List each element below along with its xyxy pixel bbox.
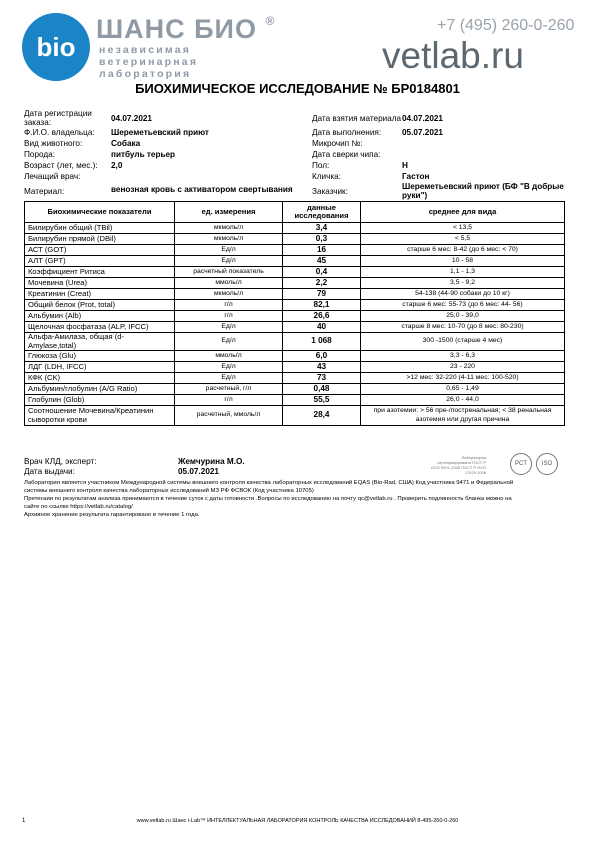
row-name: Альбумин (Alb) — [25, 311, 175, 322]
row-reference: < 13,5 — [361, 223, 565, 234]
registered-mark: ® — [265, 14, 276, 28]
species-value: Собака — [111, 139, 141, 148]
page-number: 1 — [22, 818, 26, 824]
row-name: АЛТ (GPT) — [25, 256, 175, 267]
row-reference: 1,1 - 1,3 — [361, 267, 565, 278]
row-unit: Ед/л — [175, 245, 283, 256]
sex-value: Н — [402, 161, 408, 170]
row-reference: при азотемии: > 56 пре-/постренальная; < 38 ренальная азотемия или другая причина — [361, 406, 565, 426]
header-name: Биохимические показатели — [25, 202, 175, 223]
note-line: Претензии по результатам анализа принимаются в течение суток с даты готовности .Вопросы по исследованию на почту qc@vetlab.ru . Проверить подлинность бланка можно на — [24, 496, 512, 502]
row-value: 73 — [283, 373, 361, 384]
row-unit: ммоль/л — [175, 278, 283, 289]
pct-badge-icon: PCT — [510, 453, 532, 475]
row-name: Коэффициент Ритиса — [25, 267, 175, 278]
row-reference: 0,65 - 1,49 — [361, 384, 565, 395]
note-line: системы внешнего контроля качества лабораторных исследований МЗ РФ ФСВОК (Код участника 10705) — [24, 488, 314, 494]
customer-value-1: Шереметьевский приют (БФ "В добрые — [402, 182, 564, 191]
row-unit: расчетный показатель — [175, 267, 283, 278]
issue-date-value: 05.07.2021 — [178, 467, 219, 476]
table-row — [25, 267, 565, 278]
row-value: 0,48 — [283, 384, 361, 395]
row-unit: мкмоль/л — [175, 223, 283, 234]
row-reference: 3,5 - 9,2 — [361, 278, 565, 289]
table-row — [25, 322, 565, 333]
row-reference: 26,0 - 44,0 — [361, 395, 565, 406]
table-row — [25, 362, 565, 373]
row-name: Билирубин общий (TBil) — [25, 223, 175, 234]
row-reference: 25,0 - 39,0 — [361, 311, 565, 322]
row-reference: 300 -1500 (старше 4 мес) — [361, 333, 565, 351]
chip-date-label: Дата сверки чипа: — [312, 150, 381, 159]
species-label: Вид животного: — [24, 139, 83, 148]
row-unit: г/л — [175, 311, 283, 322]
row-name: Креатинин (Creat) — [25, 289, 175, 300]
logo-text: bio — [36, 32, 76, 62]
reg-date-value: 04.07.2021 — [111, 114, 152, 123]
row-value: 0,3 — [283, 234, 361, 245]
row-unit: мкмоль/л — [175, 289, 283, 300]
row-reference: 10 - 58 — [361, 256, 565, 267]
row-name: Щелочная фосфатаза (ALP, IFCC) — [25, 322, 175, 333]
brand-sub-3: лаборатория — [99, 68, 192, 80]
note-line: сайте по ссылке https://vetlab.ru/catalog/ — [24, 504, 133, 510]
chip-label: Микрочип №: — [312, 139, 363, 148]
breed-label: Порода: — [24, 150, 55, 159]
row-reference: старше 6 мес: 8-42 (до 6 мес: < 70) — [361, 245, 565, 256]
row-unit: Ед/л — [175, 256, 283, 267]
row-unit: расчетный, ммоль/л — [175, 406, 283, 426]
brand-sub-1: независимая — [99, 44, 192, 56]
table-row — [25, 278, 565, 289]
row-name: КФК (CK) — [25, 373, 175, 384]
brand-name: ШАНС БИО ® — [96, 14, 276, 44]
certification-marks — [430, 452, 560, 476]
footer-text: www.vetlab.ru Шанс i-Lab™ ИНТЕЛЛЕКТУАЛЬНАЯ ЛАБОРАТОРИЯ КОНТРОЛЬ КАЧЕСТВА ИССЛЕДОВАНИЙ 8-495-260-0-260 — [136, 818, 459, 824]
row-name: Глобулин (Glob) — [25, 395, 175, 406]
row-unit: г/л — [175, 300, 283, 311]
done-date-label: Дата выполнения: — [312, 128, 382, 137]
row-unit: Ед/л — [175, 373, 283, 384]
row-name: Мочевина (Urea) — [25, 278, 175, 289]
row-value: 0,4 — [283, 267, 361, 278]
row-unit: ммоль/л — [175, 351, 283, 362]
table-row — [25, 234, 565, 245]
row-value: 16 — [283, 245, 361, 256]
nickname-value: Гастон — [402, 172, 430, 181]
row-value: 6,0 — [283, 351, 361, 362]
row-value: 1 068 — [283, 333, 361, 351]
results-table — [24, 201, 565, 426]
reg-date-label: Дата регистрации — [24, 109, 92, 118]
row-name: Альбумин/глобулин (A/G Ratio) — [25, 384, 175, 395]
row-name: Общий белок (Prot, total) — [25, 300, 175, 311]
table-row — [25, 395, 565, 406]
row-unit: Ед/л — [175, 333, 283, 351]
age-label: Возраст (лет, мес.): — [24, 161, 98, 170]
owner-value: Шереметьевский приют — [111, 128, 209, 137]
row-unit: Ед/л — [175, 362, 283, 373]
row-unit: г/л — [175, 395, 283, 406]
row-reference: 54-138 (44-90 собаки до 10 кг) — [361, 289, 565, 300]
row-name: Глюкоза (Glu) — [25, 351, 175, 362]
row-value: 45 — [283, 256, 361, 267]
breed-value: питбуль терьер — [111, 150, 176, 159]
site-name: vetlab.ru — [382, 35, 524, 76]
table-row — [25, 384, 565, 395]
row-reference: 3,3 - 6,3 — [361, 351, 565, 362]
row-value: 40 — [283, 322, 361, 333]
material-value: венозная кровь с активатором свертывания — [111, 185, 293, 194]
done-date-value: 05.07.2021 — [402, 128, 443, 137]
row-value: 55,5 — [283, 395, 361, 406]
row-name: Соотношение Мочевина/Креатинин сыворотки крови — [25, 406, 175, 426]
table-row — [25, 311, 565, 322]
row-reference: < 5,5 — [361, 234, 565, 245]
document-title: БИОХИМИЧЕСКОЕ ИССЛЕДОВАНИЕ № БР0184801 — [135, 81, 460, 96]
sample-date-label: Дата взятия материала — [312, 114, 402, 123]
header-ref: среднее для вида — [361, 202, 565, 223]
row-value: 3,4 — [283, 223, 361, 234]
reg-date-label-2: заказа: — [24, 118, 52, 127]
row-name: Альфа-Амилаза, общая (d-Amylase,total) — [25, 333, 175, 351]
iso-badge-icon: ISO — [536, 453, 558, 475]
doctor-label: Врач КЛД, эксперт: — [24, 457, 97, 466]
row-value: 26,6 — [283, 311, 361, 322]
lab-notes — [24, 479, 572, 519]
phone-number: +7 (495) 260-0-260 — [437, 17, 575, 34]
row-reference: старше 8 мес: 10-70 (до 8 мес: 80-230) — [361, 322, 565, 333]
sex-label: Пол: — [312, 161, 330, 170]
doctor-value: Жемчурина М.О. — [178, 457, 245, 466]
table-header-row — [25, 202, 565, 223]
table-row — [25, 289, 565, 300]
nickname-label: Кличка: — [312, 172, 341, 181]
note-line: Лаборатория является участником Международной системы внешнего контроля качества лабораторных исследований EQAS (Bio-Rad, США) Код участника 9471 и Федеральной — [24, 480, 514, 486]
row-unit: Ед/л — [175, 322, 283, 333]
table-row — [25, 223, 565, 234]
row-reference: 23 - 220 — [361, 362, 565, 373]
row-value: 2,2 — [283, 278, 361, 289]
row-name: ЛДГ (LDH, IFCC) — [25, 362, 175, 373]
row-value: 28,4 — [283, 406, 361, 426]
cert-text: Лаборатория сертифицирована ГОСТ Р ИСО 9001-2008 ПОСТ Р ИСО 17025 2008 — [430, 455, 486, 475]
brand-sub-2: ветеринарная — [99, 56, 199, 68]
row-name: Билирубин прямой (DBil) — [25, 234, 175, 245]
table-row — [25, 373, 565, 384]
row-unit: мкмоль/л — [175, 234, 283, 245]
sample-date-value: 04.07.2021 — [402, 114, 443, 123]
customer-value-2: руки") — [402, 191, 428, 200]
table-row — [25, 406, 565, 426]
table-row — [25, 351, 565, 362]
row-reference: старше 6 мес: 55-73 (до 6 мес: 44- 56) — [361, 300, 565, 311]
header-value: данные исследования — [283, 202, 361, 223]
material-label: Материал: — [24, 187, 65, 196]
row-unit: расчетный, г/л — [175, 384, 283, 395]
header-unit: ед. измерения — [175, 202, 283, 223]
lab-logo — [22, 13, 90, 81]
table-row — [25, 245, 565, 256]
row-reference: >12 мес: 32-220 (4-11 мес: 100-520) — [361, 373, 565, 384]
row-value: 43 — [283, 362, 361, 373]
owner-label: Ф.И.О. владельца: — [24, 128, 95, 137]
vet-label: Лечащий врач: — [24, 172, 81, 181]
row-value: 82,1 — [283, 300, 361, 311]
table-row — [25, 300, 565, 311]
age-value: 2,0 — [111, 161, 123, 170]
table-row — [25, 333, 565, 351]
row-name: АСТ (GOT) — [25, 245, 175, 256]
issue-date-label: Дата выдачи: — [24, 467, 75, 476]
customer-label: Заказчик: — [312, 187, 348, 196]
table-row — [25, 256, 565, 267]
note-line: Архивное хранение результата гарантировано в течение 1 года. — [24, 512, 200, 518]
row-value: 79 — [283, 289, 361, 300]
